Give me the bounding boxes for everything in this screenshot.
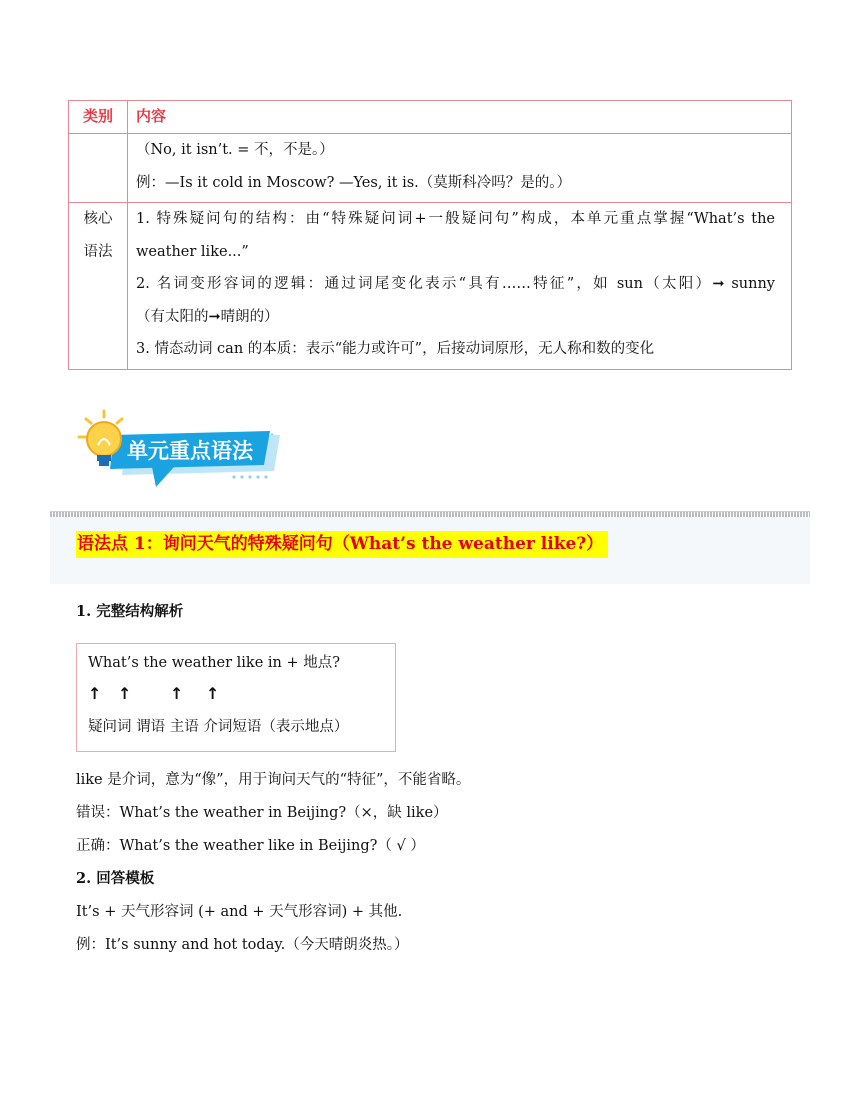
structure-pattern: What’s the weather like in + 地点? <box>88 655 341 671</box>
summary-table <box>68 100 792 370</box>
table-line: 3. 情态动词 can 的本质：表示“能力或许可”，后接动词原形，无人称和数的变化 <box>136 341 655 357</box>
section-title: 语法点 1：询问天气的特殊疑问句（What’s the weather like?） <box>76 531 608 558</box>
unit-grammar-banner <box>74 405 288 493</box>
table-line: 1. 特殊疑问句的结构：由“特殊疑问词+一般疑问句”构成，本单元重点掌握“What’s the <box>136 211 775 227</box>
category-label: 核心 <box>83 211 113 227</box>
structure-box <box>76 643 396 752</box>
paragraph-answer-example: 例：It’s sunny and hot today.（今天晴朗炎热。） <box>76 937 409 953</box>
table-line: 2. 名词变形容词的逻辑：通过词尾变化表示“具有……特征”，如 sun（太阳）➞ sunny <box>136 276 775 292</box>
table-row <box>69 134 792 203</box>
subheading-number: 2. <box>76 870 92 887</box>
table-line: （No, it isn’t. = 不，不是。） <box>136 142 334 158</box>
table-cell-content <box>128 134 792 203</box>
subheading-text: 回答模板 <box>96 871 155 887</box>
up-arrow-icon: ↑ <box>118 684 132 703</box>
paragraph-like-note: like 是介词，意为“像”，用于询问天气的“特征”，不能省略。 <box>76 772 471 788</box>
paragraph-answer-pattern: It’s + 天气形容词 (+ and + 天气形容词) + 其他. <box>76 904 403 920</box>
structure-labels: 疑问词 谓语 主语 介词短语（表示地点） <box>88 719 349 735</box>
up-arrow-icon: ↑ <box>206 684 220 703</box>
table-header-row <box>69 101 792 134</box>
table-row <box>69 203 792 370</box>
banner-text: 单元重点语法 <box>127 439 253 463</box>
subheading-number: 1. <box>76 603 92 620</box>
subheading-answer-template <box>76 867 154 888</box>
header-content: 内容 <box>128 101 792 134</box>
up-arrow-icon: ↑ <box>170 684 184 703</box>
header-category: 类别 <box>69 101 128 134</box>
table-line: weather like...” <box>136 243 249 260</box>
category-label: 语法 <box>83 243 113 260</box>
subheading-text: 完整结构解析 <box>96 604 184 620</box>
table-cell-content <box>128 203 792 370</box>
table-line: （有太阳的➞晴朗的） <box>136 308 279 325</box>
table-line: 例：—Is it cold in Moscow? —Yes, it is.（莫斯科冷吗？是的。） <box>136 174 572 191</box>
subheading-structure <box>76 600 183 621</box>
paragraph-wrong-example: 错误：What’s the weather in Beijing?（×，缺 like） <box>76 805 448 821</box>
table-cell-category <box>69 203 128 370</box>
up-arrow-icon: ↑ <box>88 684 102 703</box>
paragraph-correct-example: 正确：What’s the weather like in Beijing?（ √ ） <box>76 838 425 854</box>
table-cell-category-empty <box>69 134 128 203</box>
